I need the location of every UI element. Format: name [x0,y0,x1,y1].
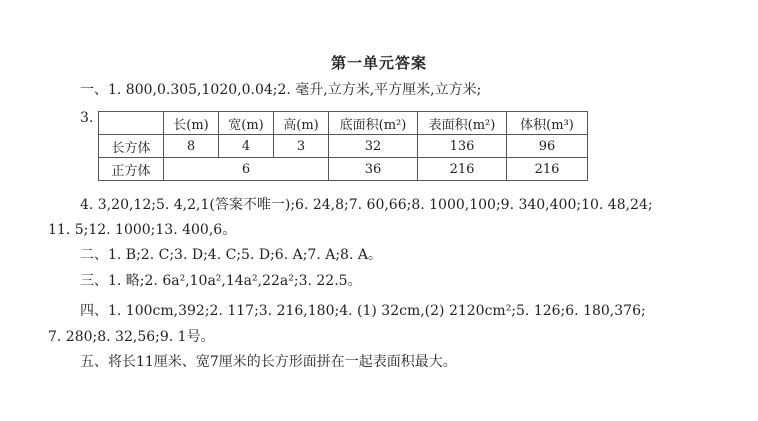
answer-section-4b: 7. 280;8. 32,56;9. 1号。 [48,329,215,345]
table-cell: 96 [507,135,588,158]
answer-table [98,111,588,181]
table-cell: 216 [418,158,507,181]
answer-section-3: 三、1. 略;2. 6a²,10a²,14a²,22a²;3. 22.5。 [80,273,362,289]
table-header-cell: 体积(m³) [507,112,588,135]
table-row [99,158,588,181]
answer-section-5: 五、将长11厘米、宽7厘米的长方形面拼在一起表面积最大。 [80,354,457,370]
table-header-cell: 表面积(m²) [418,112,507,135]
table-cell: 136 [418,135,507,158]
answer-section-1: 一、1. 800,0.305,1020,0.04;2. 毫升,立方米,平方厘米,立方米; [80,82,482,98]
table-cell: 正方体 [99,158,164,181]
table-cell: 长方体 [99,135,164,158]
table-cell: 3 [274,135,329,158]
table-cell: 6 [164,158,329,181]
question-3-label: 3. [80,110,94,126]
table-cell: 8 [164,135,219,158]
answer-line-4b: 11. 5;12. 1000;13. 400,6。 [48,222,237,238]
table-header-row [99,112,588,135]
table-header-cell: 底面积(m²) [329,112,418,135]
table-header-cell: 高(m) [274,112,329,135]
table-row [99,135,588,158]
table-cell: 32 [329,135,418,158]
table-header-cell: 宽(m) [219,112,274,135]
table-header-cell [99,112,164,135]
table-cell: 216 [507,158,588,181]
table-cell: 4 [219,135,274,158]
answer-line-4a: 4. 3,20,12;5. 4,2,1(答案不唯一);6. 24,8;7. 60,66;8. 1000,100;9. 340,400;10. 48,24; [80,197,653,213]
table-cell: 36 [329,158,418,181]
answer-section-2: 二、1. B;2. C;3. D;4. C;5. D;6. A;7. A;8. A。 [80,247,382,263]
table-header-cell: 长(m) [164,112,219,135]
answer-section-4a: 四、1. 100cm,392;2. 117;3. 216,180;4. (1) 32cm,(2) 2120cm²;5. 126;6. 180,376; [80,303,646,319]
page-title: 第一单元答案 [330,54,427,72]
